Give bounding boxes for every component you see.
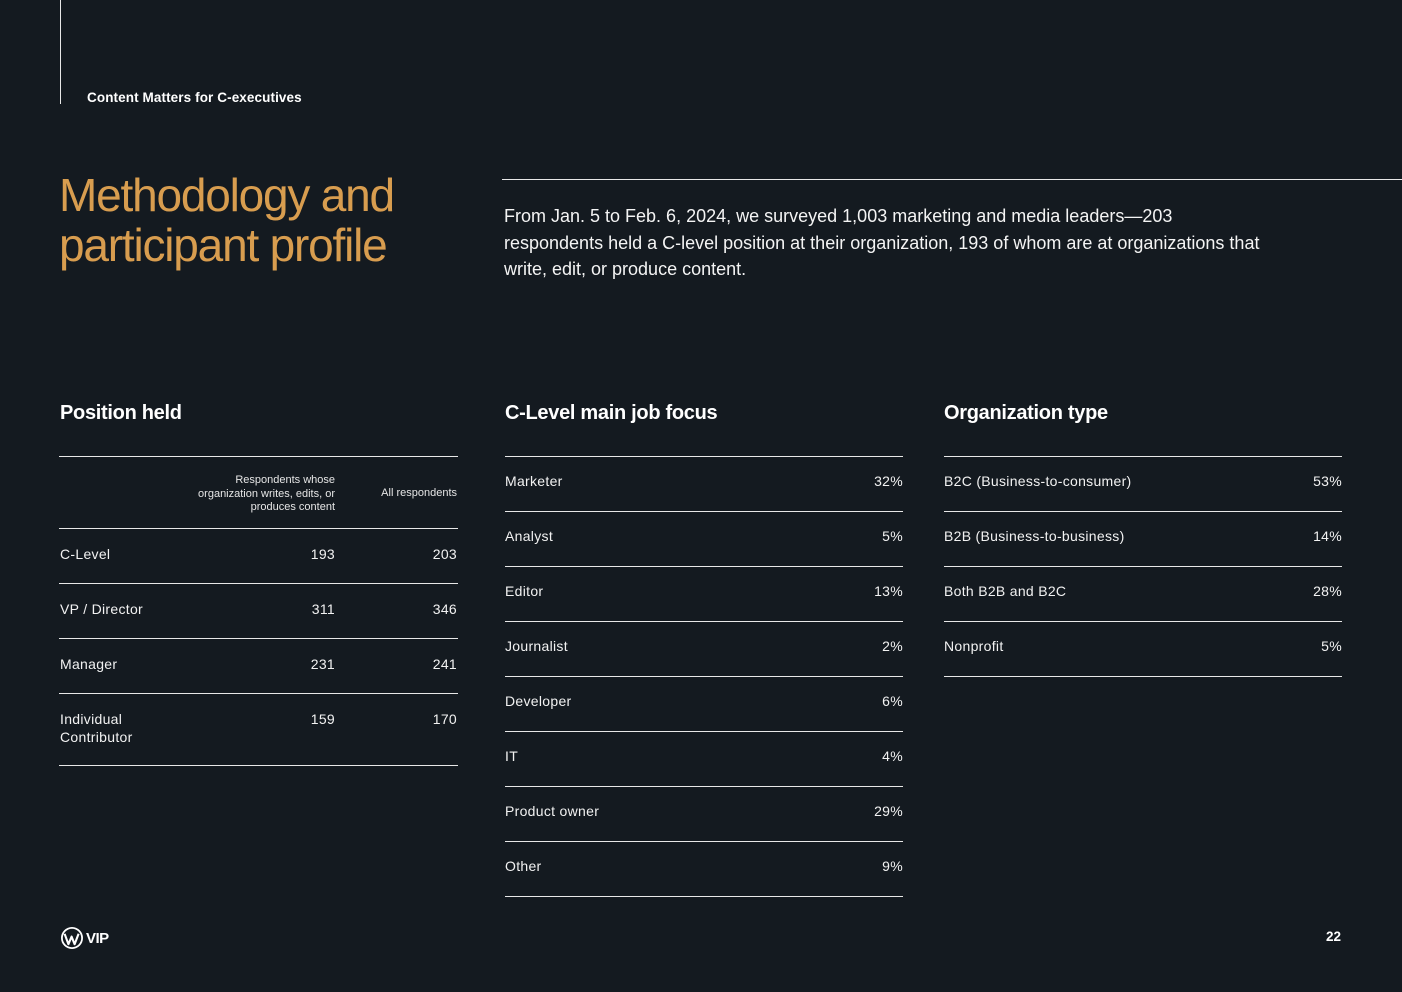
table-rule xyxy=(505,511,903,512)
column-header-all-respondents: All respondents xyxy=(381,487,457,499)
row-value-all-respondents: 203 xyxy=(432,546,457,562)
document-header-title: Content Matters for C-executives xyxy=(87,90,302,105)
row-label: Developer xyxy=(505,693,572,709)
table-rule xyxy=(59,765,458,766)
table-rule xyxy=(505,841,903,842)
row-value: 14% xyxy=(1313,528,1342,544)
table-rule xyxy=(505,786,903,787)
wordpress-vip-logo xyxy=(60,926,109,950)
intro-divider xyxy=(502,179,1402,180)
row-value-content-respondents: 311 xyxy=(311,601,335,617)
row-value: 5% xyxy=(1321,638,1342,654)
row-value: 28% xyxy=(1313,583,1342,599)
row-label: VP / Director xyxy=(60,601,143,617)
table-rule xyxy=(505,676,903,677)
table-rule xyxy=(944,621,1342,622)
table-rule xyxy=(944,566,1342,567)
row-label: Nonprofit xyxy=(944,638,1004,654)
table-rule xyxy=(59,693,458,694)
row-label: IT xyxy=(505,748,519,764)
row-label: Individual Contributor xyxy=(60,711,133,745)
row-value: 9% xyxy=(882,858,903,874)
row-label: Journalist xyxy=(505,638,568,654)
table-rule xyxy=(944,511,1342,512)
header-divider xyxy=(60,0,61,104)
row-value-content-respondents: 193 xyxy=(310,546,335,562)
row-label: Product owner xyxy=(505,803,600,819)
row-value-all-respondents: 346 xyxy=(432,601,457,617)
logo-text: VIP xyxy=(86,929,109,947)
page-title-line-2: participant profile xyxy=(59,219,387,271)
page-number: 22 xyxy=(1325,929,1341,944)
page-title xyxy=(59,170,459,270)
row-label: B2B (Business-to-business) xyxy=(944,528,1125,544)
job-focus-title: C-Level main job focus xyxy=(505,402,718,424)
table-rule xyxy=(505,731,903,732)
table-rule xyxy=(944,676,1342,677)
row-label: Editor xyxy=(505,583,544,599)
row-value: 32% xyxy=(874,473,903,489)
row-value-all-respondents: 170 xyxy=(432,711,457,727)
row-label: Analyst xyxy=(505,528,554,544)
position-held-title: Position held xyxy=(60,402,182,424)
row-value-content-respondents: 231 xyxy=(310,656,335,672)
row-value: 5% xyxy=(882,528,903,544)
row-value-content-respondents: 159 xyxy=(310,711,335,727)
row-label: B2C (Business-to-consumer) xyxy=(944,473,1132,489)
row-value: 13% xyxy=(874,583,903,599)
org-type-title: Organization type xyxy=(944,402,1108,424)
table-rule xyxy=(59,528,458,529)
table-rule xyxy=(505,566,903,567)
page-title-line-1: Methodology and xyxy=(59,169,394,221)
wordpress-icon xyxy=(60,926,84,950)
row-value: 29% xyxy=(874,803,903,819)
table-rule xyxy=(59,456,458,457)
row-value: 6% xyxy=(882,693,903,709)
row-value: 2% xyxy=(882,638,903,654)
table-rule xyxy=(59,583,458,584)
table-rule xyxy=(505,456,903,457)
row-label: Both B2B and B2C xyxy=(944,583,1067,599)
row-label: Other xyxy=(505,858,542,874)
row-value: 4% xyxy=(882,748,903,764)
row-value: 53% xyxy=(1313,473,1342,489)
intro-paragraph: From Jan. 5 to Feb. 6, 2024, we surveyed 1,003 marketing and media leaders—203 respondents held a C-level position at their organization, 193 of whom are at organizations that write, edit, or produce content. xyxy=(504,206,1260,279)
table-rule xyxy=(505,621,903,622)
table-rule xyxy=(505,896,903,897)
row-label: Marketer xyxy=(505,473,563,489)
table-rule xyxy=(59,638,458,639)
column-header-content-respondents: Respondents whose organization writes, edits, or produces content xyxy=(198,474,335,513)
table-rule xyxy=(944,456,1342,457)
row-value-all-respondents: 241 xyxy=(432,656,457,672)
row-label: Manager xyxy=(60,656,118,672)
row-label: C-Level xyxy=(60,546,111,562)
